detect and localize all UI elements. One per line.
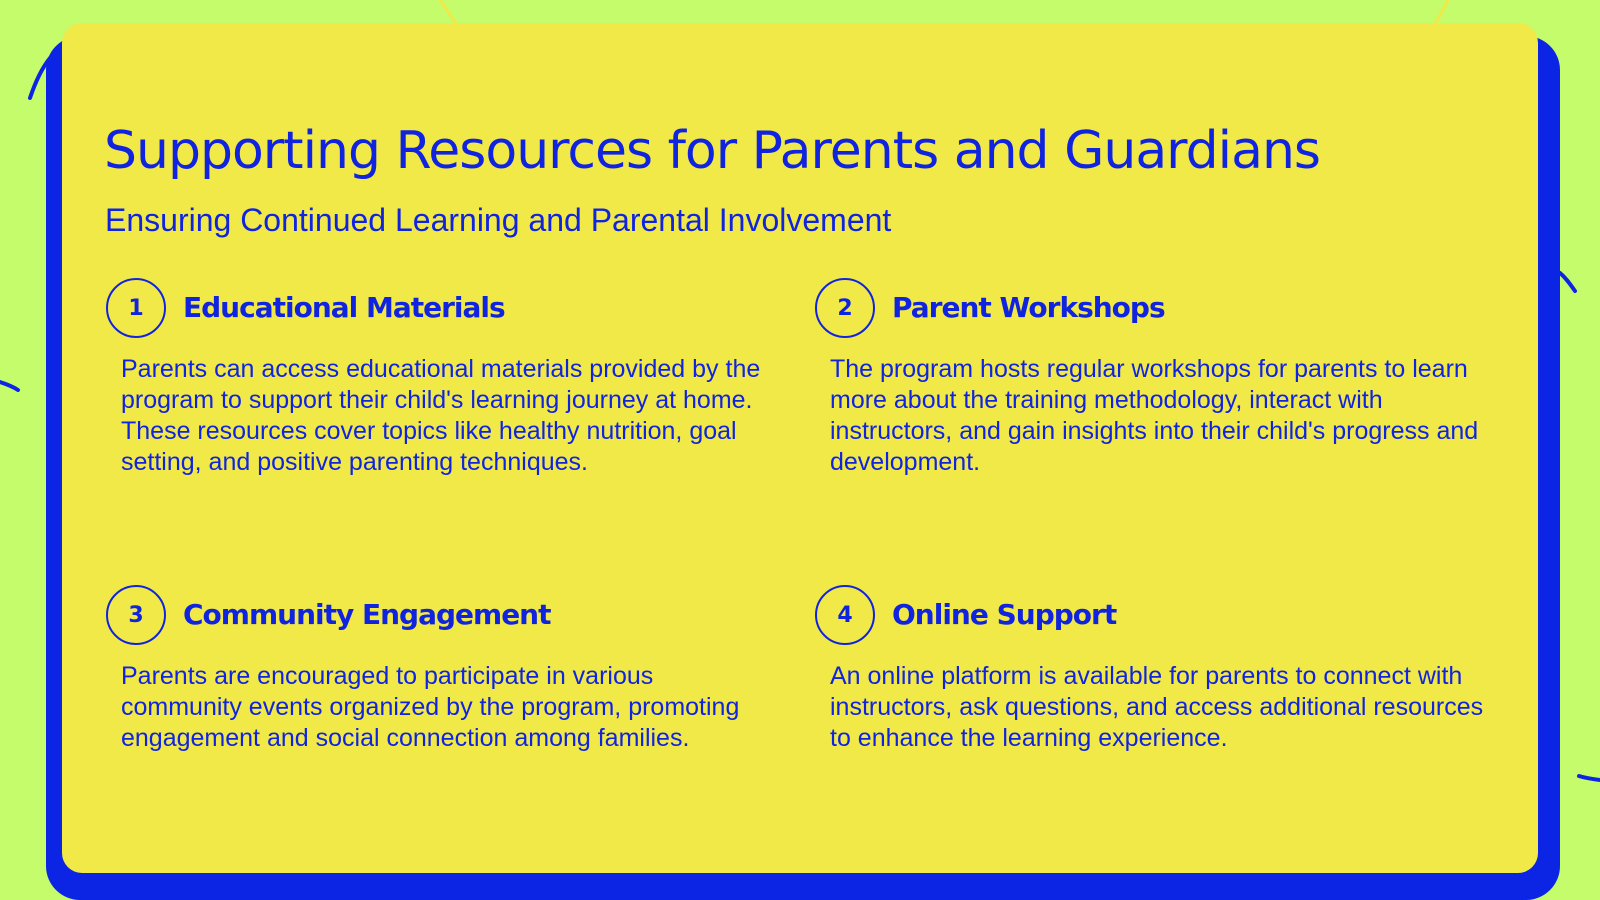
item-title: Parent Workshops [892,291,1165,324]
item-title: Community Engagement [183,598,551,631]
item-description: An online platform is available for parents to connect with instructors, ask questions, and access additional resources to enhance the learning experience. [830,662,1484,752]
item-description: Parents can access educational materials provided by the program to support their child's learning journey at home. These resources cover topics like healthy nutrition, goal setting, and positive parenting techniques. [121,355,761,476]
decorative-stroke [1560,273,1575,291]
item-number-badge: 3 [106,585,166,645]
item-title: Educational Materials [183,291,505,324]
item-number-badge: 1 [106,278,166,338]
item-number-badge: 4 [815,585,875,645]
decorative-stroke [1579,776,1600,780]
content-card [62,23,1538,873]
decorative-stroke [440,0,456,24]
item-description: The program hosts regular workshops for parents to learn more about the training methodology, interact with instructors, and gain insights into their child's progress and development. [830,355,1479,476]
item-number-badge: 2 [815,278,875,338]
slide-subtitle: Ensuring Continued Learning and Parental Involvement [105,202,892,238]
item-title: Online Support [892,598,1117,631]
slide-title: Supporting Resources for Parents and Guardians [104,121,1321,181]
decorative-stroke [0,382,18,390]
decorative-stroke [1435,0,1448,24]
item-description: Parents are encouraged to participate in various community events organized by the program, promoting engagement and social connection among families. [121,662,740,752]
